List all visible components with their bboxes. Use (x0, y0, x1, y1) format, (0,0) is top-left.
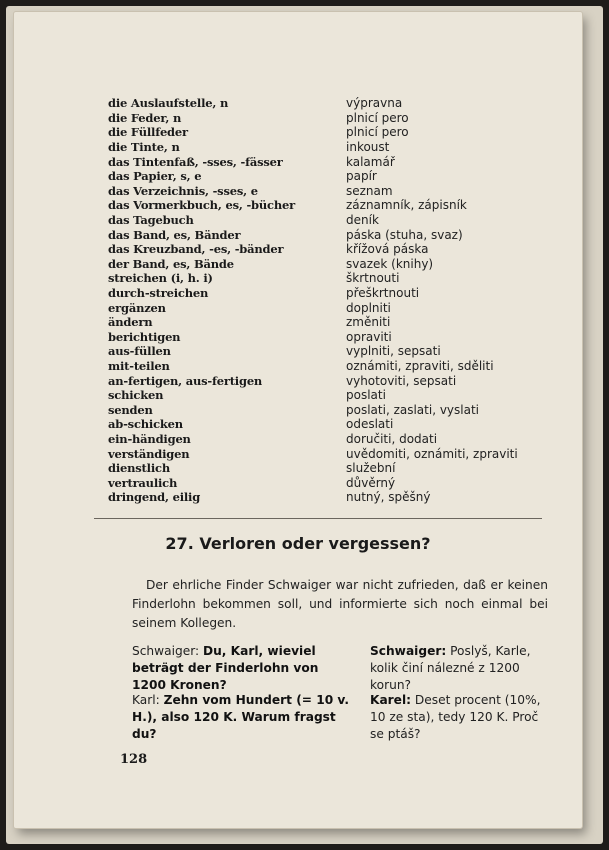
german-term: vertraulich (108, 475, 178, 490)
vocab-row (108, 432, 548, 447)
vocab-row (108, 96, 548, 111)
speaker-label: Karel: (370, 693, 411, 707)
vocab-row (108, 198, 548, 213)
german-term: aus-füllen (108, 344, 171, 359)
german-term: das Papier, s, e (108, 169, 202, 184)
czech-translation: deník (346, 213, 379, 228)
section-title: 27. Verloren oder vergessen? (165, 534, 431, 553)
czech-translation: vyhotoviti, sepsati (346, 373, 457, 388)
german-term: senden (108, 402, 153, 417)
dialogue-german-2 (132, 692, 354, 743)
dialogue-line: Zehn vom Hundert (= 10 v. H.), also 120 K. Warum fragst du? (132, 693, 350, 741)
vocab-row (108, 300, 548, 315)
vocab-row (108, 184, 548, 199)
german-term: durch-streichen (108, 286, 209, 301)
czech-translation: opraviti (346, 329, 392, 344)
czech-translation: nutný, spěšný (346, 490, 431, 505)
dialogue-line: Deset procent (10%, 10 ze sta), tedy 120 K. Proč se ptáš? (370, 693, 541, 741)
vocab-row (108, 227, 548, 242)
german-term: ein-händigen (108, 431, 191, 446)
czech-translation: poslati, zaslati, vyslati (346, 402, 480, 417)
vocabulary-list (108, 96, 548, 505)
czech-translation: oznámiti, zpraviti, sděliti (346, 358, 494, 373)
vocab-row (108, 402, 548, 417)
czech-translation: poslati (346, 388, 386, 403)
german-term: dienstlich (108, 461, 170, 476)
czech-translation: služební (346, 461, 396, 476)
czech-translation: seznam (346, 183, 393, 198)
vocab-row (108, 257, 548, 272)
czech-translation: páska (stuha, svaz) (346, 227, 463, 242)
german-term: ab-schicken (108, 417, 183, 432)
czech-translation: plnicí pero (346, 110, 409, 125)
german-term: die Tinte, n (108, 140, 180, 155)
dialogue-line: Poslyš, Karle, kolik činí nálezné z 1200 korun? (370, 644, 531, 692)
dialogue-german-1 (132, 643, 354, 694)
german-term: ändern (108, 315, 153, 330)
german-term: an-fertigen, aus-fertigen (108, 373, 263, 388)
vocab-row (108, 154, 548, 169)
czech-translation: škrtnouti (346, 271, 400, 286)
dialogue-czech-1 (370, 643, 550, 694)
german-term: das Tintenfaß, -sses, -fässer (108, 154, 283, 169)
czech-translation: vyplniti, sepsati (346, 344, 441, 359)
page-number: 128 (120, 752, 148, 767)
czech-translation: záznamník, zápisník (346, 198, 467, 213)
czech-translation: výpravna (346, 96, 403, 111)
german-term: das Kreuzband, -es, -bänder (108, 242, 284, 257)
czech-translation: odeslati (346, 417, 394, 432)
vocab-row (108, 373, 548, 388)
german-term: der Band, es, Bände (108, 256, 234, 271)
vocab-row (108, 125, 548, 140)
czech-translation: plnicí pero (346, 125, 409, 140)
vocab-row (108, 344, 548, 359)
czech-translation: uvědomiti, oznámiti, zpraviti (346, 446, 518, 461)
vocab-row (108, 446, 548, 461)
german-term: die Feder, n (108, 110, 182, 125)
speaker-label: Schwaiger: (132, 644, 200, 658)
vocab-row (108, 475, 548, 490)
czech-translation: kalamář (346, 154, 395, 169)
speaker-label: Karl: (132, 693, 160, 707)
speaker-label: Schwaiger: (370, 644, 447, 658)
german-term: verständigen (108, 446, 190, 461)
vocab-row (108, 359, 548, 374)
german-term: schicken (108, 388, 164, 403)
vocab-row (108, 461, 548, 476)
vocab-row (108, 169, 548, 184)
book-page (14, 12, 582, 828)
czech-translation: inkoust (346, 140, 390, 155)
german-term: das Band, es, Bänder (108, 227, 241, 242)
german-term: dringend, eilig (108, 490, 201, 505)
vocab-row (108, 140, 548, 155)
vocab-row (108, 417, 548, 432)
german-term: das Verzeichnis, -sses, e (108, 183, 258, 198)
czech-translation: důvěrný (346, 475, 396, 490)
vocab-row (108, 330, 548, 345)
vocab-row (108, 388, 548, 403)
german-term: die Füllfeder (108, 125, 188, 140)
dialogue-czech-2 (370, 692, 550, 743)
vocab-row (108, 213, 548, 228)
german-term: ergänzen (108, 300, 166, 315)
section-divider (94, 518, 542, 519)
czech-translation: svazek (knihy) (346, 256, 434, 271)
german-term: mit-teilen (108, 358, 170, 373)
dialogue-line: Du, Karl, wieviel beträgt der Finderlohn von 1200 Kronen? (132, 644, 319, 692)
vocab-row (108, 315, 548, 330)
german-term: das Vormerkbuch, es, -bücher (108, 198, 295, 213)
vocab-row (108, 242, 548, 257)
vocab-row (108, 111, 548, 126)
vocab-row (108, 490, 548, 505)
section-intro: Der ehrliche Finder Schwaiger war nicht zufrieden, daß er keinen Finderlohn bekommen soll, und informierte sich noch einmal bei seinem Kollegen. (132, 578, 548, 630)
german-term: berichtigen (108, 329, 181, 344)
czech-translation: doručiti, dodati (346, 431, 438, 446)
czech-translation: přeškrtnouti (346, 286, 420, 301)
czech-translation: změniti (346, 315, 391, 330)
german-term: das Tagebuch (108, 213, 194, 228)
czech-translation: papír (346, 169, 377, 184)
czech-translation: doplniti (346, 300, 391, 315)
czech-translation: křížová páska (346, 242, 429, 257)
german-term: die Auslaufstelle, n (108, 96, 229, 111)
vocab-row (108, 271, 548, 286)
vocab-row (108, 286, 548, 301)
german-term: streichen (i, h. i) (108, 271, 213, 286)
